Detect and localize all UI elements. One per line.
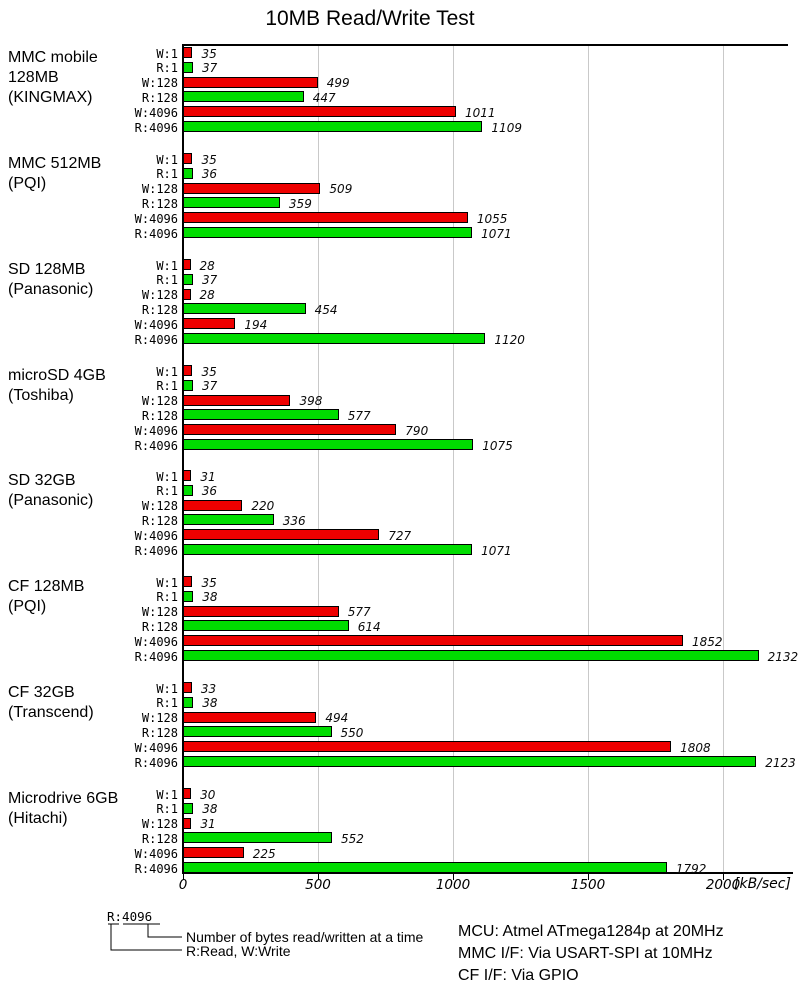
bar-value-label: 35 — [201, 152, 217, 167]
bar-value-label: 1852 — [692, 634, 723, 649]
bar-write — [183, 212, 468, 223]
bar-write — [183, 470, 191, 481]
bar-row-label: R:128 — [141, 725, 178, 740]
bar-value-label: 1071 — [481, 226, 512, 241]
bar-read — [183, 380, 193, 391]
bar-row-label: W:1 — [156, 681, 178, 696]
bar-value-label: 577 — [347, 408, 371, 423]
bar-write — [183, 106, 456, 117]
bar-row-label: W:4096 — [134, 740, 178, 755]
bar-value-label: 37 — [201, 379, 218, 394]
bar-row-label: R:1 — [156, 696, 178, 711]
device-label — [8, 683, 94, 723]
bar-read — [183, 227, 472, 238]
bar-row-label: W:1 — [156, 575, 178, 590]
footnote-mmc-if: MMC I/F: Via USART-SPI at 10MHz — [458, 945, 713, 962]
bar-value-label: 1011 — [464, 105, 496, 120]
bar-write — [183, 289, 191, 300]
bar-read — [183, 121, 482, 132]
bar-write — [183, 153, 192, 164]
bar-row-label: W:128 — [141, 182, 178, 197]
bar-value-label: 37 — [201, 61, 218, 76]
bar-read — [183, 91, 304, 102]
bar-row-label: W:1 — [156, 46, 178, 61]
bar-value-label: 727 — [388, 528, 412, 543]
bar-row-label: R:4096 — [134, 120, 178, 135]
bar-value-label: 38 — [202, 802, 218, 817]
bar-value-label: 30 — [200, 787, 216, 802]
device-label-line: SD 128MB — [8, 261, 86, 278]
bar-value-label: 35 — [201, 575, 217, 590]
bar-value-label: 447 — [312, 90, 336, 105]
bar-value-label: 577 — [347, 605, 371, 620]
bar-value-label: 509 — [329, 182, 353, 197]
bar-row-label: W:128 — [141, 76, 178, 91]
bar-value-label: 454 — [314, 302, 338, 317]
bar-write — [183, 741, 671, 752]
bar-row-label: R:4096 — [134, 543, 178, 558]
gridline — [723, 46, 724, 872]
bar-row-label: W:1 — [156, 258, 178, 273]
bar-value-label: 398 — [299, 394, 323, 409]
bar-row-label: R:4096 — [134, 332, 178, 347]
bar-write — [183, 500, 242, 511]
bar-value-label: 194 — [244, 317, 268, 332]
bar-read — [183, 333, 485, 344]
bar-read — [183, 697, 193, 708]
bar-value-label: 28 — [199, 258, 215, 273]
chart-title: 10MB Read/Write Test — [265, 7, 475, 30]
bar-read — [183, 514, 274, 525]
bar-value-label: 38 — [202, 696, 218, 711]
bar-value-label: 2123 — [765, 755, 796, 770]
bar-row-label: W:4096 — [134, 423, 178, 438]
bar-row-label: R:128 — [141, 831, 178, 846]
device-label-line: MMC mobile — [8, 49, 98, 66]
bar-read — [183, 409, 339, 420]
bar-row-label: R:4096 — [134, 649, 178, 664]
device-label-line: MMC 512MB — [8, 155, 102, 172]
bar-value-label: 336 — [282, 513, 306, 528]
bar-row-label: W:1 — [156, 469, 178, 484]
device-label — [8, 260, 93, 300]
bar-value-label: 225 — [252, 846, 276, 861]
bar-read — [183, 544, 472, 555]
device-label — [8, 471, 93, 511]
bar-row-label: R:128 — [141, 408, 178, 423]
bar-read — [183, 485, 193, 496]
device-label — [8, 789, 118, 829]
bar-write — [183, 77, 318, 88]
bar-read — [183, 62, 193, 73]
bar-write — [183, 424, 396, 435]
bar-read — [183, 803, 193, 814]
bar-row-label: W:4096 — [134, 105, 178, 120]
bar-row-label: W:128 — [141, 499, 178, 514]
bar-row-label: R:128 — [141, 619, 178, 634]
bar-value-label: 1071 — [481, 543, 512, 558]
bar-write — [183, 847, 244, 858]
bar-value-label: 359 — [288, 196, 312, 211]
bar-value-label: 790 — [405, 423, 429, 438]
bar-read — [183, 620, 349, 631]
bar-write — [183, 183, 320, 194]
axis-tick-label: 0 — [178, 877, 188, 893]
bar-value-label: 37 — [201, 273, 218, 288]
bar-row-label: R:1 — [156, 590, 178, 605]
bar-value-label: 33 — [200, 681, 217, 696]
device-label — [8, 154, 101, 194]
bar-value-label: 28 — [199, 288, 215, 303]
bar-write — [183, 259, 191, 270]
bar-value-label: 552 — [341, 831, 364, 846]
bar-value-label: 494 — [325, 711, 349, 726]
bar-row-label: W:1 — [156, 152, 178, 167]
bar-row-label: R:128 — [141, 196, 178, 211]
bar-row-label: R:4096 — [134, 755, 178, 770]
device-label-line: microSD 4GB — [8, 367, 106, 384]
bar-write — [183, 818, 191, 829]
bar-read — [183, 439, 473, 450]
device-label-line: Microdrive 6GB — [8, 790, 119, 807]
bar-row-label: R:4096 — [134, 226, 178, 241]
bar-row-label: R:4096 — [134, 861, 178, 876]
bar-row-label: R:1 — [156, 273, 178, 288]
bar-read — [183, 862, 667, 873]
bar-row-label: R:1 — [156, 802, 178, 817]
footnote-cf-if: CF I/F: Via GPIO — [458, 967, 579, 984]
device-label-line: (PQI) — [8, 598, 47, 615]
bar-read — [183, 274, 193, 285]
bar-value-label: 220 — [251, 499, 275, 514]
device-label-line: (Panasonic) — [8, 281, 94, 298]
bar-write — [183, 682, 192, 693]
bar-value-label: 35 — [201, 364, 217, 379]
bar-write — [183, 318, 235, 329]
axis-tick-label: 1000 — [435, 877, 471, 893]
bar-row-label: W:4096 — [134, 211, 178, 226]
device-label-line: (PQI) — [8, 175, 47, 192]
bar-value-label: 1792 — [675, 861, 707, 876]
axis-tick-label: 1500 — [570, 877, 606, 893]
bar-value-label: 614 — [357, 619, 381, 634]
bar-value-label: 35 — [201, 46, 217, 61]
bar-value-label: 550 — [340, 725, 364, 740]
device-label-line: 128MB — [8, 69, 59, 86]
bar-value-label: 1120 — [494, 332, 525, 347]
bar-value-label: 31 — [200, 469, 216, 484]
bar-read — [183, 832, 332, 843]
device-label — [8, 577, 84, 617]
bar-read — [183, 650, 759, 661]
bar-row-label: R:128 — [141, 90, 178, 105]
bar-row-label: W:1 — [156, 787, 178, 802]
bar-value-label: 36 — [201, 167, 217, 182]
bar-value-label: 36 — [201, 484, 217, 499]
bar-read — [183, 303, 306, 314]
bar-read — [183, 726, 332, 737]
legend-bytes-note: Number of bytes read/written at a time — [186, 929, 424, 945]
x-axis-unit-label: [kB/sec] — [734, 876, 791, 892]
bar-value-label: 38 — [202, 590, 218, 605]
bar-row-label: W:128 — [141, 394, 178, 409]
bar-read — [183, 197, 280, 208]
legend-sample-label: R:4096 — [107, 909, 153, 924]
bar-row-label: R:128 — [141, 302, 178, 317]
axis-tick-label: 500 — [305, 877, 331, 893]
bar-row-label: R:128 — [141, 513, 178, 528]
bar-row-label: R:4096 — [134, 438, 178, 453]
bar-row-label: W:4096 — [134, 634, 178, 649]
bar-read — [183, 591, 193, 602]
bar-write — [183, 635, 683, 646]
bar-row-label: R:1 — [156, 167, 178, 182]
device-label-line: CF 128MB — [8, 578, 85, 595]
footnote-mcu: MCU: Atmel ATmega1284p at 20MHz — [458, 923, 724, 940]
bar-write — [183, 395, 290, 406]
bar-row-label: W:128 — [141, 711, 178, 726]
legend-rw-note: R:Read, W:Write — [186, 943, 291, 959]
bar-write — [183, 365, 192, 376]
device-label-line: CF 32GB — [8, 684, 75, 701]
bar-value-label: 1075 — [482, 438, 513, 453]
bar-write — [183, 47, 192, 58]
bar-row-label: W:1 — [156, 364, 178, 379]
bar-row-label: W:128 — [141, 817, 178, 832]
device-label-line: (Transcend) — [8, 704, 94, 721]
bar-row-label: W:4096 — [134, 317, 178, 332]
bar-write — [183, 788, 191, 799]
bar-value-label: 31 — [200, 817, 216, 832]
bar-read — [183, 168, 193, 179]
device-label-line: (KINGMAX) — [8, 89, 93, 106]
bar-read — [183, 756, 756, 767]
bar-row-label: R:1 — [156, 484, 178, 499]
bar-value-label: 1055 — [476, 211, 508, 226]
device-label-line: (Panasonic) — [8, 492, 94, 509]
bar-write — [183, 529, 379, 540]
bar-write — [183, 606, 339, 617]
device-label-line: SD 32GB — [8, 472, 76, 489]
axis-top-border — [183, 44, 788, 46]
axis-tick-label: 2000 — [705, 877, 741, 893]
bar-value-label: 499 — [326, 76, 350, 91]
bar-value-label: 1808 — [680, 740, 711, 755]
bar-value-label: 1109 — [491, 120, 522, 135]
bar-value-label: 2132 — [767, 649, 799, 664]
bar-row-label: R:1 — [156, 61, 178, 76]
bar-row-label: W:128 — [141, 605, 178, 620]
device-label-line: (Hitachi) — [8, 810, 68, 827]
bar-write — [183, 712, 316, 723]
bar-row-label: W:4096 — [134, 528, 178, 543]
bar-row-label: R:1 — [156, 379, 178, 394]
device-label — [8, 366, 106, 406]
device-label — [8, 48, 98, 108]
bar-write — [183, 576, 192, 587]
bar-row-label: W:128 — [141, 288, 178, 303]
bar-row-label: W:4096 — [134, 846, 178, 861]
device-label-line: (Toshiba) — [8, 387, 74, 404]
